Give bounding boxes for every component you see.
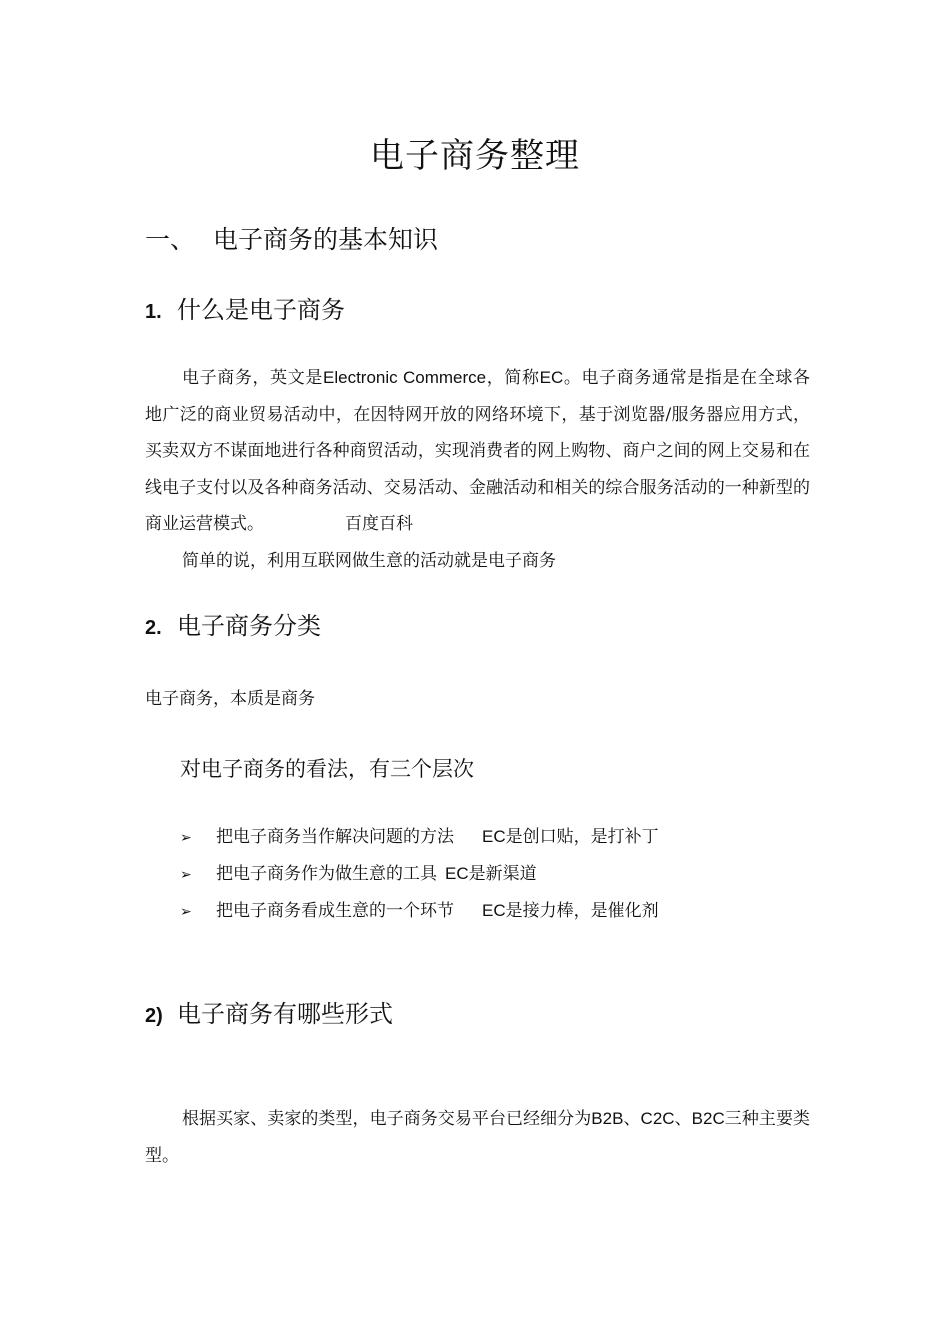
forms-paragraph-block	[145, 1101, 810, 1174]
list-item: ➢ 把电子商务当作解决问题的方法 EC是创口贴，是打补丁	[180, 818, 659, 855]
list-item: ➢ 把电子商务作为做生意的工具 EC是新渠道	[180, 855, 659, 892]
simple-definition: 简单的说，利用互联网做生意的活动就是电子商务	[182, 550, 556, 571]
section-number: 一、	[145, 225, 196, 254]
subsection-number: 2.	[145, 617, 162, 639]
subsection-heading-categories	[145, 606, 321, 641]
list-item: ➢ 把电子商务看成生意的一个环节 EC是接力棒，是催化剂	[180, 892, 659, 929]
subsection-title: 电子商务分类	[177, 612, 321, 640]
essence-statement: 电子商务，本质是商务	[145, 689, 315, 708]
subsection-number: 2)	[145, 1005, 163, 1027]
section-heading-basics	[145, 220, 438, 256]
definition-paragraph: 电子商务，英文是Electronic Commerce，简称EC。电子商务通常是指是在全球各地广泛的商业贸易活动中，在因特网开放的网络环境下，基于浏览器/服务器应用方式，买卖双方不谋面地进行各种商贸活动，实现消费者的网上购物、商户之间的网上交易和在线电子支付以及各种商务活动、交易活动、金融活动和相关的综合服务活动的一种新型的商业运营模式。 百度百科	[145, 360, 810, 543]
arrow-bullet-icon: ➢	[180, 867, 192, 883]
subsection-title: 电子商务有哪些形式	[177, 1000, 393, 1028]
document-title: 电子商务整理	[370, 136, 580, 176]
definition-paragraph-block	[145, 360, 810, 580]
subsection-heading-forms	[145, 994, 393, 1029]
forms-paragraph: 根据买家、卖家的类型，电子商务交易平台已经细分为B2B、C2C、B2C三种主要类型。	[145, 1109, 811, 1166]
arrow-bullet-icon: ➢	[180, 830, 192, 846]
subsection-heading-what-is	[145, 290, 345, 325]
arrow-bullet-icon: ➢	[180, 904, 192, 920]
section-title: 电子商务的基本知识	[213, 225, 439, 254]
view-intro: 对电子商务的看法，有三个层次	[180, 757, 474, 781]
view-levels-list	[180, 818, 659, 929]
source-citation: 百度百科	[345, 514, 413, 535]
subsection-title: 什么是电子商务	[177, 296, 345, 324]
subsection-number: 1.	[145, 301, 162, 323]
